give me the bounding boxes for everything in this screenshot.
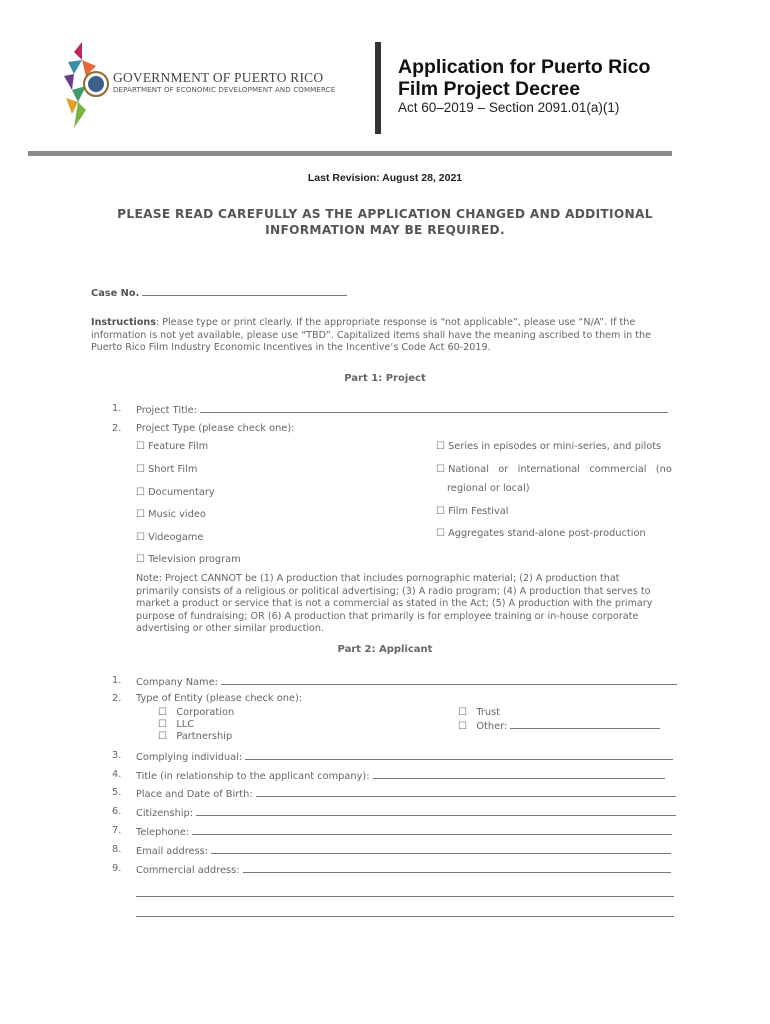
checkbox-icon: ☐ — [436, 528, 445, 539]
entity-llc[interactable]: ☐ LLC — [158, 719, 195, 730]
option-music-video[interactable]: ☐ Music video — [136, 509, 206, 520]
complying-individual-field[interactable]: Complying individual: — [136, 750, 673, 763]
option-short-film[interactable]: ☐ Short Film — [136, 464, 198, 475]
notice: PLEASE READ CAREFULLY AS THE APPLICATION CHANGED AND ADDITIONAL INFORMATION MAY BE REQUIRED. — [117, 207, 653, 237]
entity-other[interactable]: ☐ Other: — [458, 719, 660, 732]
entity-type-label: Type of Entity (please check one): — [136, 693, 303, 704]
checkbox-icon: ☐ — [436, 506, 445, 517]
checkbox-icon: ☐ — [158, 719, 167, 730]
address-line-3[interactable] — [136, 902, 674, 921]
option-commercial-cont: regional or local) — [447, 483, 530, 494]
checkbox-icon: ☐ — [136, 487, 145, 498]
government-name: GOVERNMENT OF PUERTO RICO — [113, 70, 324, 85]
checkbox-icon: ☐ — [458, 721, 467, 732]
option-television-program[interactable]: ☐ Television program — [136, 554, 241, 565]
page-title: Application for Puerto Rico Film Project Decree — [398, 56, 651, 100]
revision-date: Last Revision: August 28, 2021 — [307, 172, 463, 184]
option-feature-film[interactable]: ☐ Feature Film — [136, 441, 209, 452]
project-note: Note: Project CANNOT be (1) A production that includes pornographic material; (2) A production that primarily consists of a religious or political advertising; (3) A radio program; (4) A production that serves to market a product or service that is not a commercial as stated in the Act; (5) A production with the primary purpose of fundraising; OR (6) A production that primarily is for employee training or in-house corporate advertising or other similar production. — [136, 573, 653, 634]
citizenship-field[interactable]: Citizenship: — [136, 806, 676, 819]
place-date-birth-field[interactable]: Place and Date of Birth: — [136, 787, 676, 800]
email-field[interactable]: Email address: — [136, 844, 671, 857]
address-line-2[interactable] — [136, 882, 674, 901]
checkbox-icon: ☐ — [436, 464, 445, 475]
part2-heading: Part 2: Applicant — [337, 644, 433, 655]
checkbox-icon: ☐ — [158, 731, 167, 742]
checkbox-icon: ☐ — [136, 464, 145, 475]
part1-heading: Part 1: Project — [344, 373, 426, 384]
case-number-field[interactable]: Case No. — [91, 286, 347, 299]
company-name-field[interactable]: Company Name: — [136, 675, 677, 688]
project-type-label: Project Type (please check one): — [136, 423, 295, 434]
option-film-festival[interactable]: ☐ Film Festival — [436, 506, 509, 517]
header-rule — [28, 151, 672, 156]
checkbox-icon: ☐ — [136, 554, 145, 565]
entity-corporation[interactable]: ☐ Corporation — [158, 707, 235, 718]
header-divider — [375, 42, 381, 134]
checkbox-icon: ☐ — [136, 441, 145, 452]
checkbox-icon: ☐ — [458, 707, 467, 718]
checkbox-icon: ☐ — [158, 707, 167, 718]
checkbox-icon: ☐ — [136, 509, 145, 520]
page-subtitle: Act 60–2019 – Section 2091.01(a)(1) — [398, 100, 620, 115]
commercial-address-field[interactable]: Commercial address: — [136, 863, 671, 876]
instructions: Instructions: Please type or print clearly. If the appropriate response is “not applicable”, please use “N/A”. If the information is not yet available, please use “TBD”. Capitalized items shall have the meaning ascribed to them in the Puerto Rico Film Industry Economic Incentives in the Incentive’s Code Act 60-2019. — [91, 317, 651, 354]
checkbox-icon: ☐ — [436, 441, 445, 452]
option-commercial[interactable]: ☐ National or international commercial (no — [436, 464, 672, 475]
telephone-field[interactable]: Telephone: — [136, 825, 672, 838]
option-post-production[interactable]: ☐ Aggregates stand-alone post-production — [436, 528, 646, 539]
entity-partnership[interactable]: ☐ Partnership — [158, 731, 233, 742]
option-videogame[interactable]: ☐ Videogame — [136, 532, 204, 543]
title-field[interactable]: Title (in relationship to the applicant company): — [136, 769, 665, 782]
project-title-field[interactable]: Project Title: — [136, 403, 668, 416]
option-series[interactable]: ☐ Series in episodes or mini-series, and pilots — [436, 441, 662, 452]
department-name: DEPARTMENT OF ECONOMIC DEVELOPMENT AND COMMERCE — [113, 85, 336, 94]
checkbox-icon: ☐ — [136, 532, 145, 543]
option-documentary[interactable]: ☐ Documentary — [136, 487, 215, 498]
entity-trust[interactable]: ☐ Trust — [458, 707, 501, 718]
